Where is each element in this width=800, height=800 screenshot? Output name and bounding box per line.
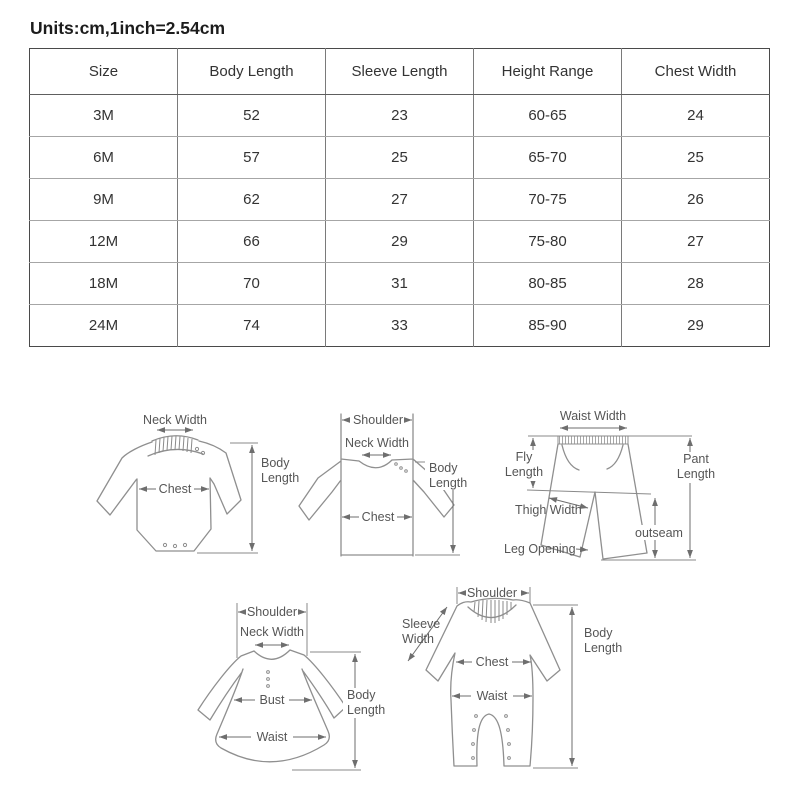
header-size: Size [30,49,178,95]
cell-body-length: 57 [178,137,326,179]
cell-body-length: 70 [178,263,326,305]
cell-height-range: 70-75 [474,179,622,221]
bodysuit-diagram [97,413,299,553]
cell-body-length: 52 [178,95,326,137]
cell-height-range: 80-85 [474,263,622,305]
shirt-button [400,467,403,470]
dress-body-length-label: Body Length [347,688,386,717]
shirt-shoulder-label: Shoulder [352,413,404,427]
romper-snap [472,743,475,746]
table-header-row [30,49,770,95]
header-height-range: Height Range [474,49,622,95]
cell-sleeve-length: 27 [326,179,474,221]
cell-size: 18M [30,263,178,305]
dress-neck-width-label: Neck Width [240,625,304,639]
cell-chest-width: 24 [622,95,770,137]
table-row [30,179,770,221]
romper-sleeve-width-label: Sleeve Width [402,617,441,646]
cell-sleeve-length: 23 [326,95,474,137]
bodysuit-outline [97,441,241,551]
cell-size: 24M [88,317,119,334]
header-sleeve-length: Sleeve Length [326,49,474,95]
bodysuit-chest-label: Chest [158,482,192,496]
shorts-diagram [504,409,719,560]
dress-bust-label: Bust [259,693,285,707]
cell-chest-width: 25 [622,137,770,179]
cell-body-length: 66 [178,221,326,263]
romper-snap [508,757,511,760]
romper-snap [473,729,476,732]
dress-diagram [198,603,390,770]
cell-chest-width: 28 [622,263,770,305]
cell-chest-width: 29 [622,305,770,347]
measurement-diagrams [0,380,800,800]
romper-body-length-label: Body Length [584,626,623,655]
table-row [30,305,770,347]
cell-sleeve-length: 29 [326,221,474,263]
header-body-length: Body Length [178,49,326,95]
bodysuit-shoulder-button [195,447,198,450]
cell-chest-width: 26 [622,179,770,221]
bodysuit-neck-width-label: Neck Width [143,413,207,427]
dress-button [267,671,270,674]
dress-button [267,678,270,681]
shirt-diagram [299,413,477,556]
shirt-button [405,470,408,473]
shirt-chest-label: Chest [361,510,395,524]
romper-snap [475,715,478,718]
cell-height-range: 75-80 [474,221,622,263]
cell-size: 3M [30,95,178,137]
cell-chest-width: 27 [622,221,770,263]
bodysuit-snap [183,543,186,546]
crotch-line [527,490,651,494]
table-row [30,221,770,263]
romper-snap [507,729,510,732]
romper-outline [426,598,560,766]
shorts-fly-length-label: Fly Length [504,450,544,479]
shirt-neck-width-label: Neck Width [345,436,409,450]
leg-opening-arrow [576,549,588,550]
cell-size: 6M [30,137,178,179]
shorts-waistband [558,436,628,444]
size-table [29,48,770,347]
shirt-button [395,463,398,466]
units-note: Units:cm,1inch=2.54cm [30,18,226,38]
romper-chest-label: Chest [475,655,509,669]
cell-body-length: 74 [178,305,326,347]
romper-diagram [402,586,622,768]
cell-sleeve-length: 31 [326,263,474,305]
bodysuit-body-length-label: Body Length [261,456,300,485]
cell-size: 9M [30,179,178,221]
shirt-body-length-label: Body Length [429,461,468,490]
cell-height-range: 65-70 [474,137,622,179]
dress-waist-label: Waist [256,730,288,744]
cell-height-range: 60-65 [474,95,622,137]
bodysuit-snap [163,543,166,546]
dress-shoulder-label: Shoulder [246,605,298,619]
cell-height-range: 85-90 [474,305,622,347]
shorts-leg-opening-label: Leg Opening [504,542,576,556]
shorts-outseam-label: outseam [635,526,683,540]
cell-size: 12M [30,221,178,263]
bodysuit-snap [173,544,176,547]
cell-body-length: 62 [178,179,326,221]
shorts-pant-length-label: Pant Length [676,452,716,481]
table-row [30,137,770,179]
romper-snap [472,757,475,760]
shorts-thigh-width-label: Thigh Width [515,503,582,517]
header-chest-width: Chest Width [622,49,770,95]
romper-shoulder-label: Shoulder [466,586,518,600]
table-row [30,95,770,137]
romper-waist-label: Waist [476,689,508,703]
bodysuit-shoulder-button [201,451,204,454]
dress-button [267,685,270,688]
romper-collar-ribbing [474,600,511,623]
romper-snap [508,743,511,746]
cell-sleeve-length: 33 [326,305,474,347]
shorts-waist-width-label: Waist Width [559,409,627,423]
table-row [30,263,770,305]
cell-sleeve-length: 25 [326,137,474,179]
romper-snap [505,715,508,718]
